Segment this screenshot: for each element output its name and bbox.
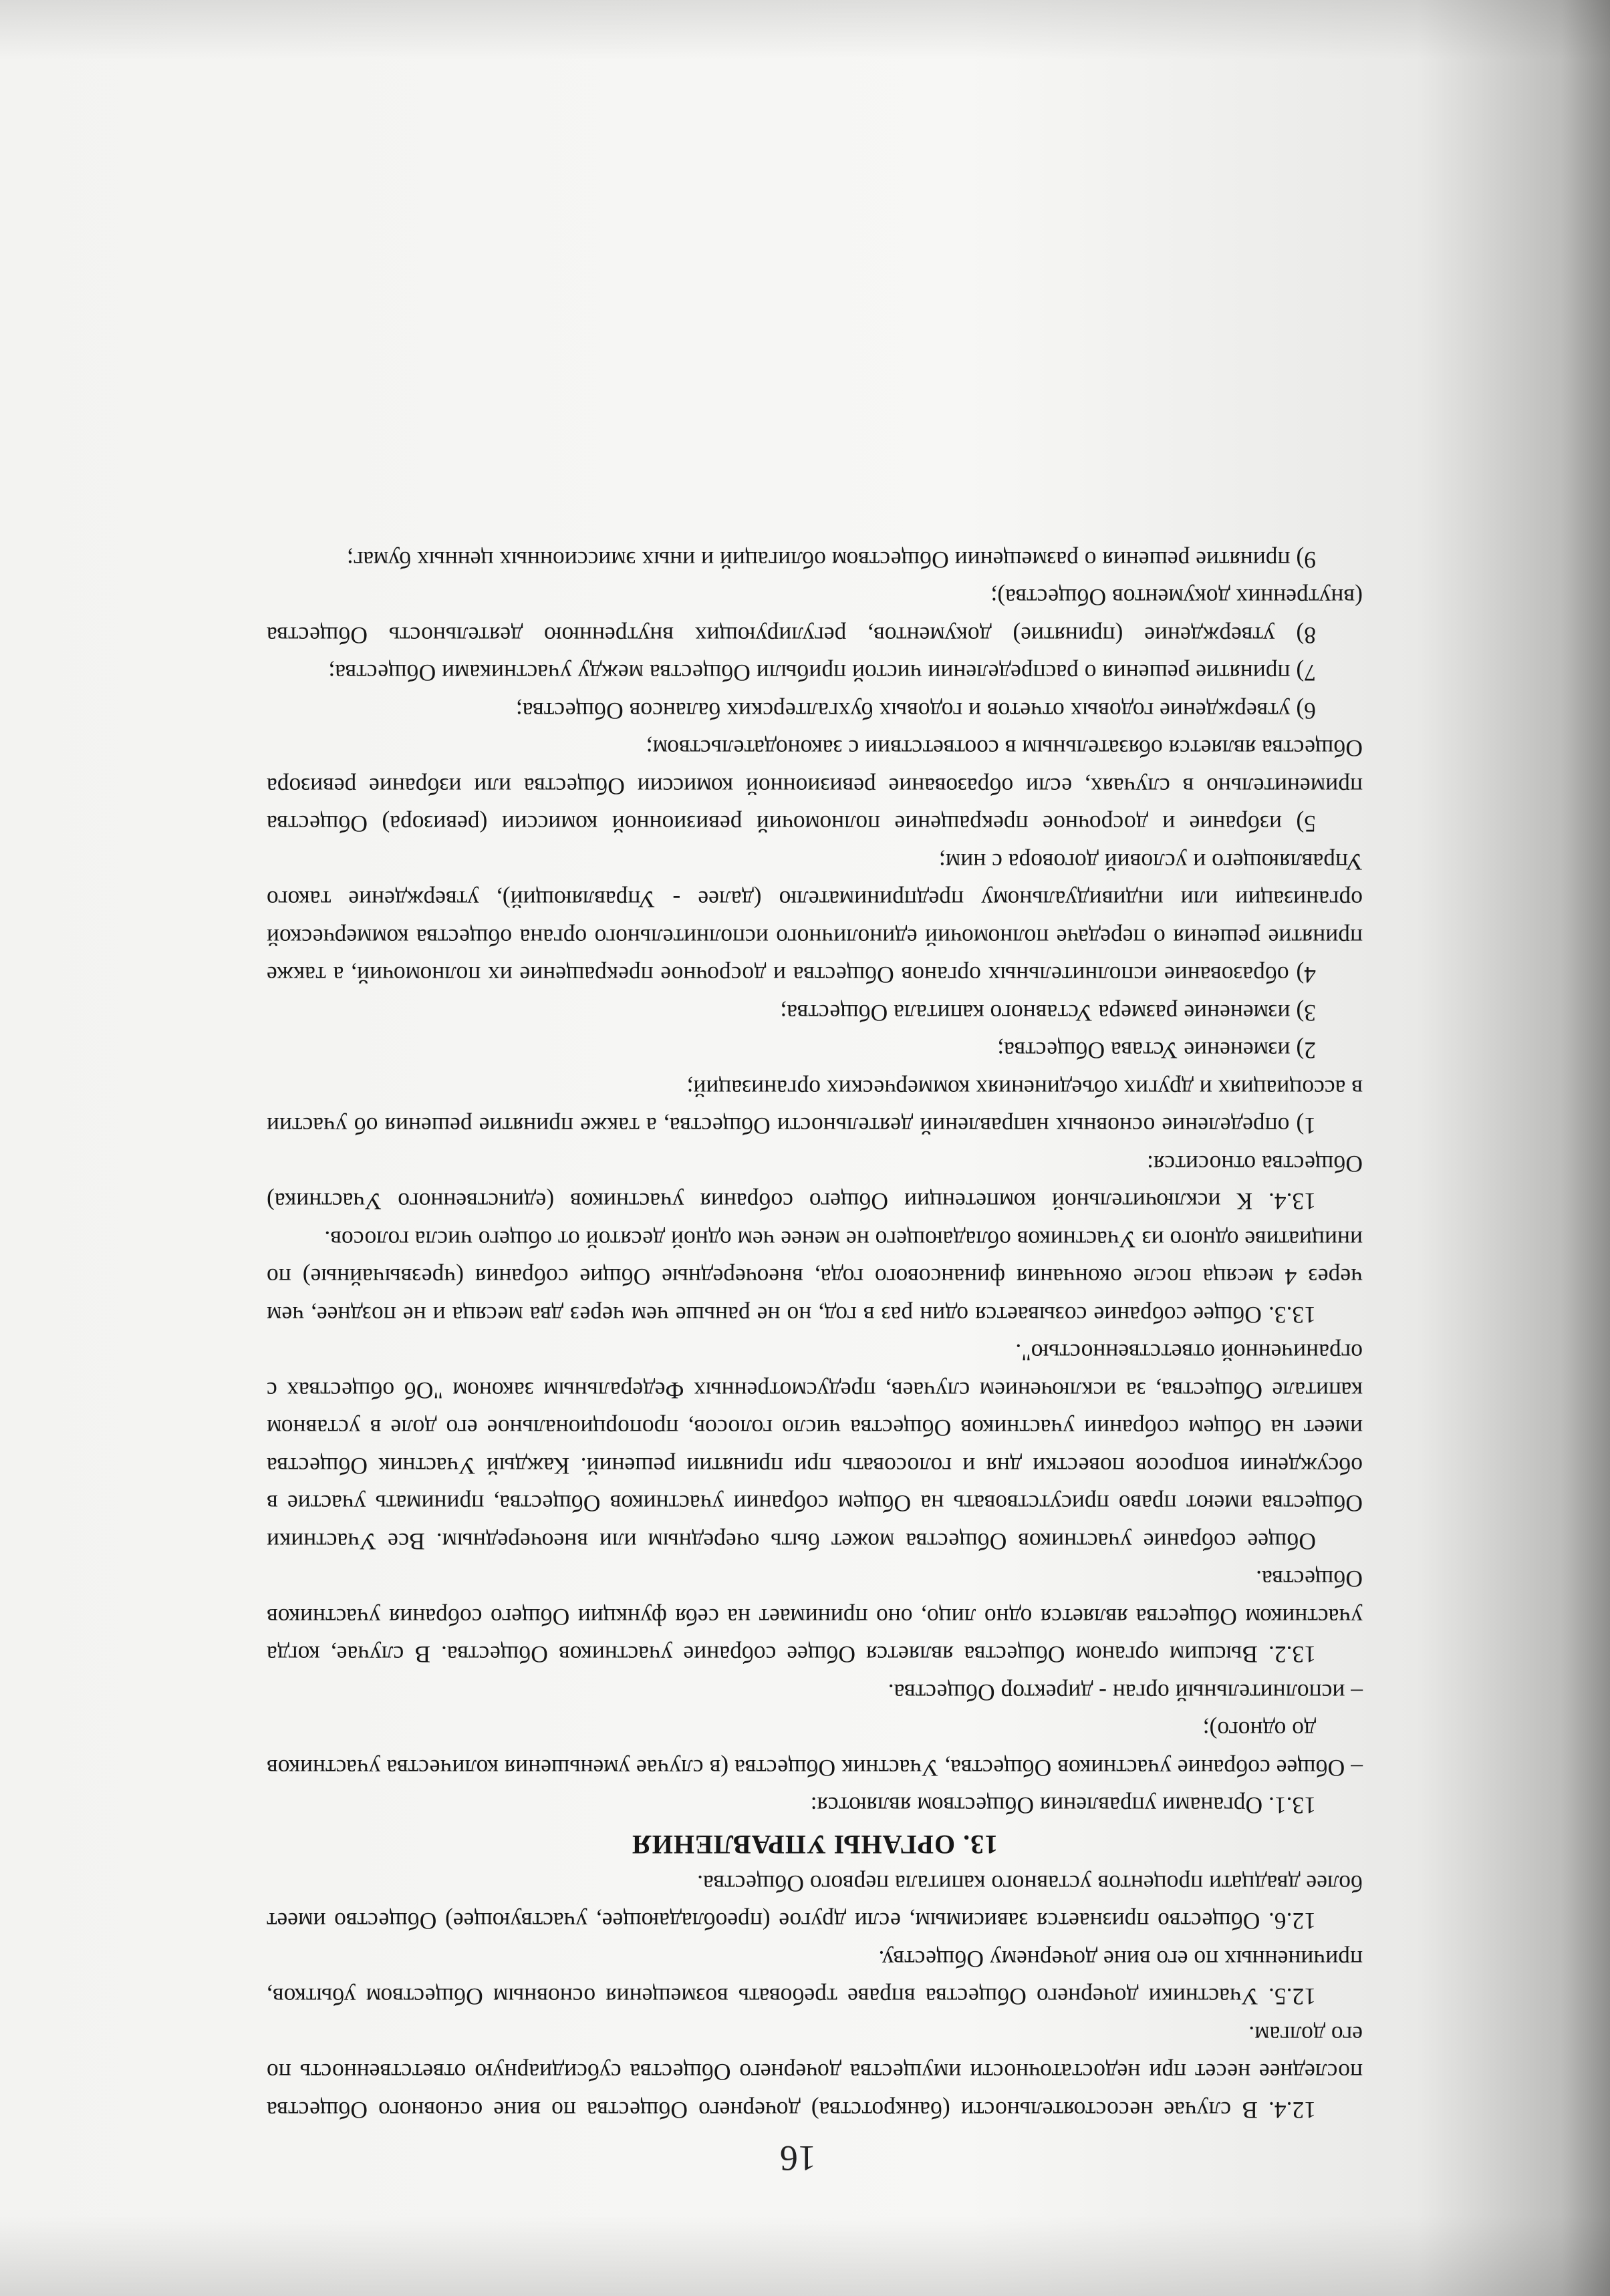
paragraph-12-6: 12.6. Общество признается зависимым, если другое (преобладающее, участвующее) Общество имеет более двадцати процентов уставного капитала первого Общества.	[267, 1870, 1363, 1935]
paragraph-13-4: 13.4. К исключительной компетенции Общего собрания участников (единственного Участника) Общества относится:	[267, 1151, 1363, 1215]
paragraph-12-4: 12.4. В случае несостоятельности (банкротства) дочернего Общества по вине основного Общества последнее несет при недостаточности имущества дочернего Общества субсидиарную ответственность по его долгам.	[267, 2021, 1363, 2124]
section-heading: 13. ОРГАНЫ УПРАВЛЕНИЯ	[631, 1830, 998, 1860]
list-item-general-meeting: – Общее собрание участников Общества, Участник Общества (в случае уменьшения количества участников до одного);	[267, 1717, 1363, 1781]
competence-item-8: 8) утверждение (принятие) документов, регулирующих внутреннюю деятельность Общества (внутренних документов Общества);	[267, 584, 1363, 649]
paragraph-12-5: 12.5. Участники дочернего Общества вправе требовать возмещения основным Обществом убытков, причиненных по его вине дочернему Обществу.	[267, 1946, 1363, 2011]
paragraph-13-1: 13.1. Органами управления Обществом являются:	[810, 1792, 1316, 1820]
competence-item-3: 3) изменение размера Уставного капитала Общества;	[780, 1000, 1316, 1026]
competence-item-9: 9) принятие решения о размещении Обществом облигаций и иных эмиссионных ценных бумаг;	[346, 547, 1316, 573]
paragraph-13-3: 13.3. Общее собрание созывается один раз в год, но не раньше чем через два месяца и не позднее, чем через 4 месяца после окончания финансового года, внеочередные Общие собрания (чрезвычайные) по инициативе одного из Участников обладающего не менее чем одной десятой от общего числа голосов.	[267, 1226, 1363, 1328]
competence-item-4: 4) образование исполнительных органов Общества и досрочное прекращение их полномочий, а также принятие решения о передаче полномочий единоличного исполнительного органа общества коммерческой организации или индивидуальному предпринимателю (далее - Управляющий), утверждение такого Управляющего и условий договора с ним;	[267, 849, 1363, 989]
competence-item-5: 5) избрание и досрочное прекращение полномочий ревизионной комиссии (ревизора) Общества применительно в случаях, если образование ревизионной комиссии Общества или избрание ревизора Общества является обязательным в соответствии с законодательством;	[267, 735, 1363, 838]
competence-item-6: 6) утверждение годовых отчетов и годовых бухгалтерских балансов Общества;	[515, 698, 1316, 724]
document-body	[267, 541, 1363, 2130]
page-number: 16	[780, 2138, 816, 2178]
paragraph-13-2: 13.2. Высшим органом Общества является Общее собрание участников Общества. В случае, когда участником Общества является одно лицо, оно принимает на себя функции Общего собрания участников Общества.	[267, 1566, 1363, 1669]
competence-item-7: 7) принятие решения о распределении чистой прибыли Общества между участниками Общества;	[328, 660, 1316, 687]
list-item-executive-body: – исполнительный орган - директор Общества.	[888, 1679, 1363, 1706]
competence-item-2: 2) изменение Устава Общества;	[997, 1037, 1316, 1064]
competence-item-1: 1) определение основных направлений деятельности Общества, а также принятие решения об участии в ассоциациях и других объединениях коммерческих организаций;	[267, 1075, 1363, 1140]
paragraph-13-2-meetings: Общее собрание участников Общества может быть очередным или внеочередным. Все Участники Общества имеют право присутствовать на Общем собрании участников Общества, принимать участие в обсуждении вопросов повестки дня и голосовать при принятии решений. Каждый Участник Общества имеет на Общем собрании участников Общества число голосов, пропорциональное его доле в уставном капитале Общества, за исключением случаев, предусмотренных Федеральным законом "Об обществах с ограниченной ответственностью".	[267, 1339, 1363, 1555]
